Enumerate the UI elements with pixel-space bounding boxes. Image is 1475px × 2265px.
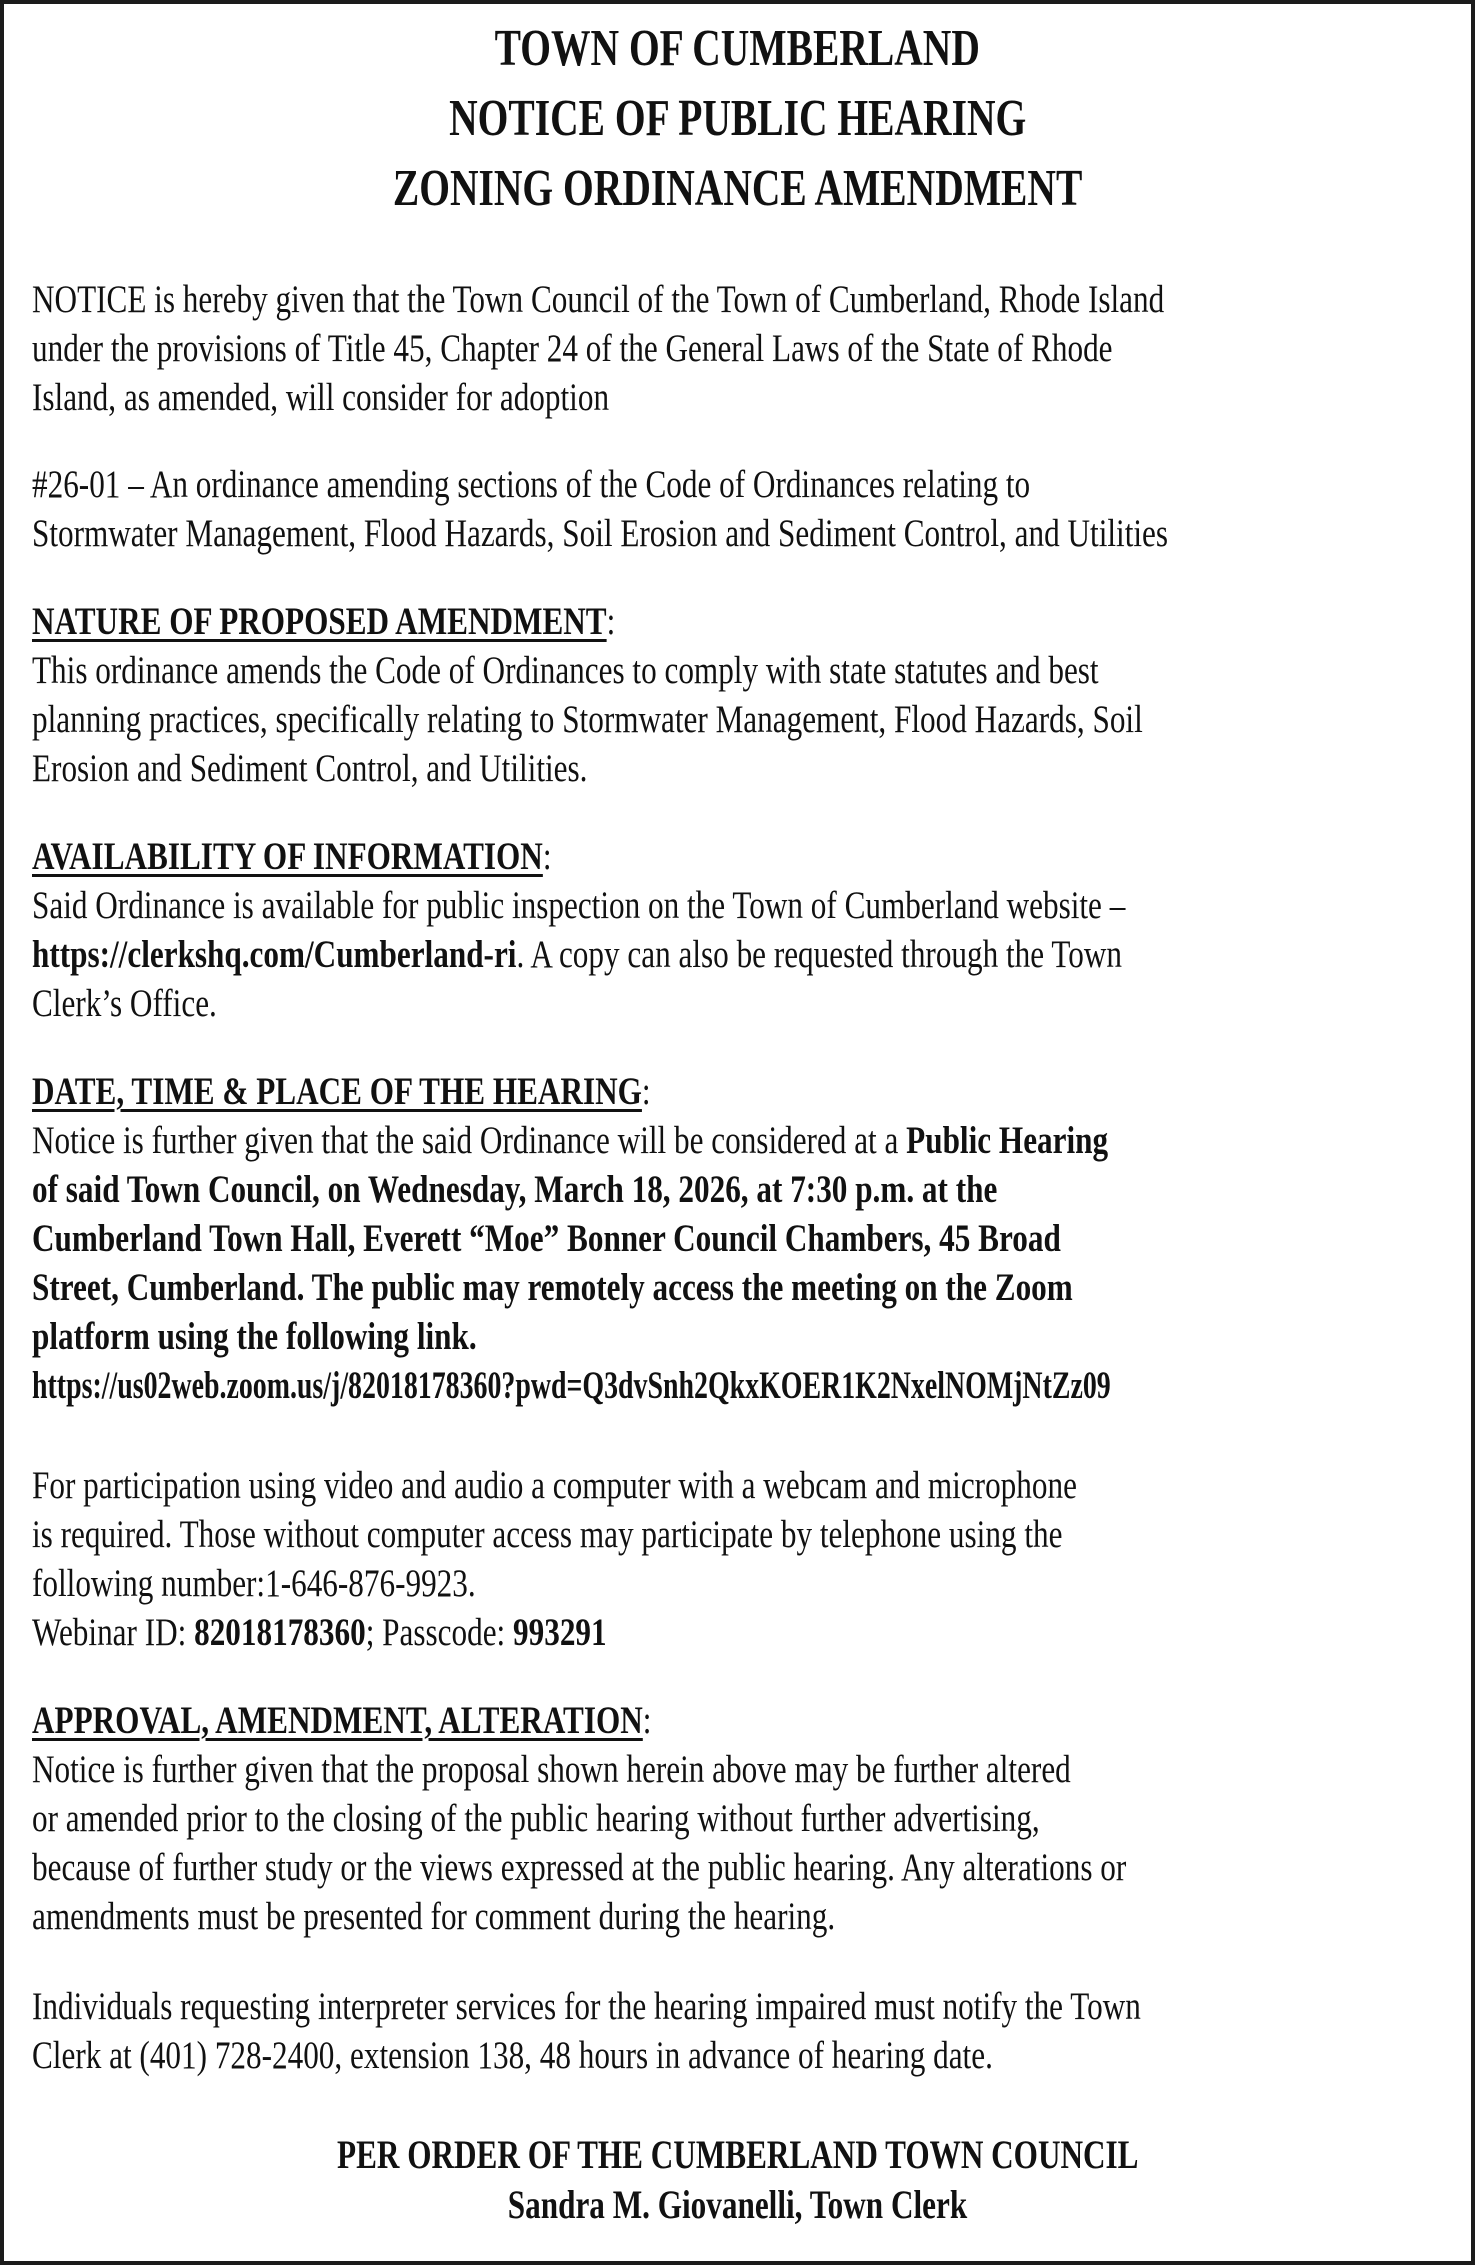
title-line-1 — [0, 18, 1475, 80]
nature-line: This ordinance amends the Code of Ordinances to comply with state statutes and best — [32, 649, 1099, 692]
participation-line: following number:1-646-876-9923. — [32, 1562, 476, 1605]
intro-line: NOTICE is hereby given that the Town Council of the Town of Cumberland, Rhode Island — [32, 278, 1165, 321]
section-heading-nature: NATURE OF PROPOSED AMENDMENT — [32, 600, 607, 643]
hearing-bold-line: of said Town Council, on Wednesday, March 18, 2026, at 7:30 p.m. at the — [32, 1168, 998, 1211]
approval-line: or amended prior to the closing of the public hearing without further advertising, — [32, 1797, 1040, 1840]
approval-line: Notice is further given that the proposal shown herein above may be further altered — [32, 1748, 1071, 1791]
ordinance-line: #26-01 – An ordinance amending sections of the Code of Ordinances relating to — [32, 463, 1031, 506]
availability-text: . A copy can also be requested through the Town — [516, 933, 1122, 976]
participation-line: For participation using video and audio a computer with a webcam and microphone — [32, 1464, 1077, 1507]
participation-line: is required. Those without computer access may participate by telephone using the — [32, 1513, 1063, 1556]
clerkshq-link[interactable]: https://clerkshq.com/Cumberland-ri — [32, 933, 517, 976]
hearing-bold-line: Cumberland Town Hall, Everett “Moe” Bonner Council Chambers, 45 Broad — [32, 1217, 1061, 1260]
availability-line: Clerk’s Office. — [32, 982, 217, 1025]
intro-line: Island, as amended, will consider for adoption — [32, 376, 610, 419]
webinar-id: 82018178360 — [194, 1611, 366, 1654]
webinar-line — [32, 1609, 607, 1657]
zoom-meeting-link[interactable]: https://us02web.zoom.us/j/82018178360?pwd=Q3dvSnh2QkxKOER1K2NxelNOMjNtZz09 — [32, 1364, 1111, 1407]
hearing-line — [32, 1117, 1108, 1165]
nature-heading-line — [32, 598, 615, 646]
hearing-text: Notice is further given that the said Ordinance will be considered at a — [32, 1119, 907, 1162]
passcode-label: ; Passcode: — [365, 1611, 514, 1654]
hearing-bold-text: Public Hearing — [906, 1119, 1109, 1162]
clerk-signature-line — [0, 2181, 1475, 2229]
heading-colon: : — [606, 600, 616, 643]
hearing-heading-line — [32, 1068, 651, 1116]
title-line-2 — [0, 88, 1475, 150]
availability-heading-line — [32, 833, 552, 881]
nature-line: Erosion and Sediment Control, and Utilities. — [32, 747, 588, 790]
hearing-bold-line: platform using the following link. — [32, 1315, 477, 1358]
webinar-label: Webinar ID: — [32, 1611, 195, 1654]
interpreter-line: Individuals requesting interpreter services for the hearing impaired must notify the Town — [32, 1985, 1141, 2028]
section-heading-availability: AVAILABILITY OF INFORMATION — [32, 835, 543, 878]
per-order-line — [0, 2131, 1475, 2179]
section-heading-hearing: DATE, TIME & PLACE OF THE HEARING — [32, 1070, 642, 1113]
clerk-name: Sandra M. Giovanelli, Town Clerk — [507, 2182, 968, 2227]
ordinance-line: Stormwater Management, Flood Hazards, Soil Erosion and Sediment Control, and Utilities — [32, 512, 1169, 555]
title-text: TOWN OF CUMBERLAND — [494, 20, 981, 77]
approval-line: amendments must be presented for comment during the hearing. — [32, 1895, 836, 1938]
title-text: ZONING ORDINANCE AMENDMENT — [392, 160, 1083, 217]
approval-line: because of further study or the views expressed at the public hearing. Any alterations or — [32, 1846, 1127, 1889]
nature-line: planning practices, specifically relating to Stormwater Management, Flood Hazards, Soil — [32, 698, 1143, 741]
passcode: 993291 — [513, 1611, 607, 1654]
title-text: NOTICE OF PUBLIC HEARING — [448, 90, 1027, 147]
intro-line: under the provisions of Title 45, Chapter 24 of the General Laws of the State of Rhode — [32, 327, 1113, 370]
hearing-bold-line: Street, Cumberland. The public may remotely access the meeting on the Zoom — [32, 1266, 1073, 1309]
availability-line — [32, 931, 1122, 979]
title-line-3 — [0, 158, 1475, 220]
interpreter-line: Clerk at (401) 728-2400, extension 138, 48 hours in advance of hearing date. — [32, 2034, 993, 2077]
heading-colon: : — [542, 835, 552, 878]
availability-line: Said Ordinance is available for public inspection on the Town of Cumberland website – — [32, 884, 1126, 927]
per-order-text: PER ORDER OF THE CUMBERLAND TOWN COUNCIL — [336, 2132, 1139, 2177]
section-heading-approval: APPROVAL, AMENDMENT, ALTERATION — [32, 1699, 643, 1742]
heading-colon: : — [642, 1699, 652, 1742]
approval-heading-line — [32, 1697, 651, 1745]
heading-colon: : — [641, 1070, 651, 1113]
